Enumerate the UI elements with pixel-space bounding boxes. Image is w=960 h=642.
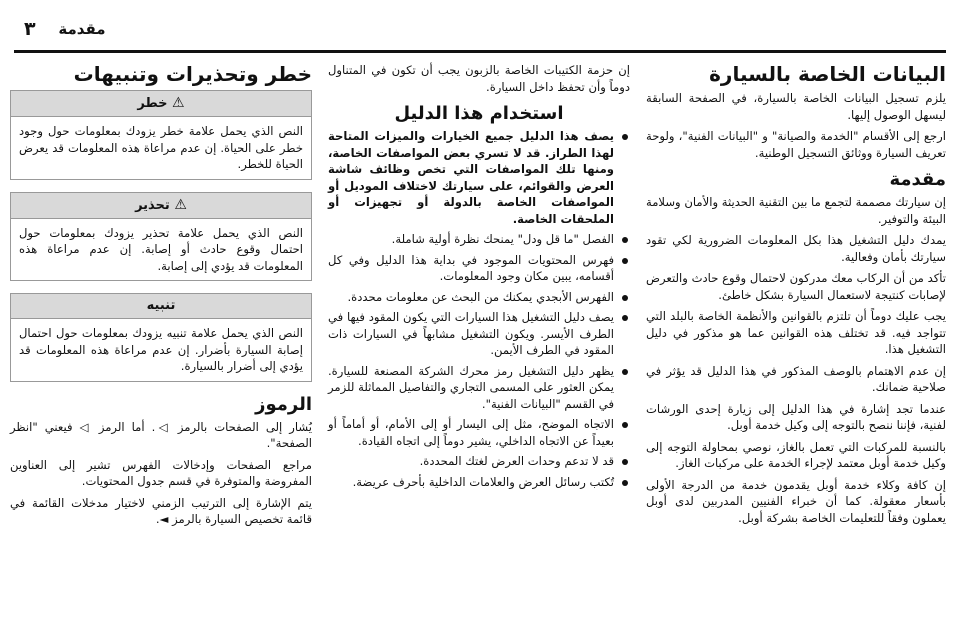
list-item: الفهرس الأبجدي يمكنك من البحث عن معلومات محددة. xyxy=(328,289,630,306)
warning-box-title: تحذير xyxy=(135,197,170,213)
paragraph: إن عدم الاهتمام بالوصف المذكور في هذا الدليل قد يؤثر في صلاحية ضمانك. xyxy=(646,363,946,394)
paragraph: إن حزمة الكتيبات الخاصة بالزبون يجب أن تكون في المتناول دوماً وأن تحفظ داخل السيارة. xyxy=(328,63,630,94)
paragraph: يلزم تسجيل البيانات الخاصة بالسيارة، في الصفحة السابقة ليسهل الوصول إليها. xyxy=(646,91,946,122)
danger-box xyxy=(10,90,312,180)
warning-box xyxy=(10,192,312,282)
list-item: يصف دليل التشغيل هذا السيارات التي يكون المقود فيها في الطرف الأيسر. ويكون التشغيل مشابهاً في السيارات ذات المقود في الطرف الأيمن. xyxy=(328,309,630,359)
list-item: تُكتب رسائل العرض والعلامات الداخلية بأحرف عريضة. xyxy=(328,474,630,491)
paragraph: بالنسبة للمركبات التي تعمل بالغاز، نوصي بمحاولة التوجه إلى وكيل خدمة أوبل معتمد لإجراء الخدمة على مركبات الغاز. xyxy=(646,439,946,470)
warning-triangle-icon: ⚠ xyxy=(172,95,185,111)
paragraph: إن كافة وكلاء خدمة أوبل يقدمون خدمة من الدرجة الأولى بأسعار معقولة. كما أن خبراء الفنيين المدربين لدى أوبل يعملون وفقاً للتعليمات الخاصة بشركة أوبل. xyxy=(646,477,946,525)
section-heading-introduction: مقدمة xyxy=(889,169,946,190)
column-vehicle-data xyxy=(646,62,946,531)
paragraph: يمدك دليل التشغيل هذا بكل المعلومات الضرورية لكي تقود سيارتك بأمان وفعالية. xyxy=(646,233,946,264)
list-item: يصف هذا الدليل جميع الخيارات والميزات المتاحة لهذا الطراز. قد لا تسري بعض المواصفات الخاصة، ومنها تلك المواصفات التي تخص وظائف شاشة العرض والقوائم، على سيارتك لاختلاف الموديل أو المواصفات الخاصة بالدولة أو تجهيزات أو الملحقات الخاصة. xyxy=(328,128,630,227)
paragraph: عندما تجد إشارة في هذا الدليل إلى زيارة إحدى الورشات لفنية، فإننا ننصح بالتوجه إلى وكيل خدمة أوبل. xyxy=(646,401,946,432)
caution-box-title: تنبيه xyxy=(11,294,311,319)
section-heading-vehicle-data: البيانات الخاصة بالسيارة xyxy=(709,62,946,86)
paragraph: يجب عليك دوماً أن تلتزم بالقوانين والأنظمة الخاصة بالبلد التي تتواجد فيه. قد تختلف هذه القوانين عما هو مذكور في دليل التشغيل هذا. xyxy=(646,309,946,356)
section-heading-warnings: خطر وتحذيرات وتنبيهات xyxy=(73,62,312,86)
list-item: يظهر دليل التشغيل رمز محرك الشركة المصنعة للسيارة. يمكن العثور على المسمى التجاري والتفاصيل المماثلة للزمر في القسم "البيانات الفنية". xyxy=(328,363,630,413)
column-warnings xyxy=(10,62,312,533)
list-item: الفصل "ما قل ودل" يمنحك نظرة أولية شاملة. xyxy=(328,231,630,248)
section-heading-symbols: الرموز xyxy=(255,393,312,415)
paragraph: يتم الإشارة إلى الترتيب الزمني لاختيار مدخلات القائمة في قائمة تخصيص السيارة بالرمز ◄. xyxy=(10,495,312,526)
paragraph: ارجع إلى الأقسام "الخدمة والصيانة" و "البيانات الفنية"، ولوحة تعريف السيارة ووثائق التسجيل الوطنية. xyxy=(646,129,946,160)
column-using-manual xyxy=(328,62,630,494)
section-heading-using-manual: استخدام هذا الدليل xyxy=(394,103,564,124)
paragraph: يُشار إلى الصفحات بالرمز ◁. أما الرمز ◁ فيعني "انظر الصفحة". xyxy=(10,419,312,450)
caution-box-text: النص الذي يحمل علامة تنبيه يزودك بمعلومات حول احتمال إصابة السيارة بأضرار. إن عدم مراعاة هذه المعلومات قد يؤدي إلى أضرار بالسيارة. xyxy=(19,326,303,373)
page-number: ٣ xyxy=(24,18,36,40)
list-item: فهرس المحتويات الموجود في بداية هذا الدليل وفي كل أقسامه، يبين مكان وجود المعلومات. xyxy=(328,252,630,285)
warning-triangle-icon: ⚠ xyxy=(174,196,187,213)
danger-box-title: خطر xyxy=(137,96,168,111)
list-item: الاتجاه الموضح، مثل إلى اليسار أو إلى الأمام، أو أماماً أو بعيداً عن الاتجاه الداخلي، يشير دوماً إلى اتجاه القيادة. xyxy=(328,416,630,449)
header-rule xyxy=(14,50,946,53)
paragraph: تأكد من أن الركاب معك مدركون لاحتمال وقوع حادث والتعرض لإصابات كنتيجة لاستعمال السيارة بشكل خاطئ. xyxy=(646,271,946,302)
list-item: قد لا تدعم وحدات العرض لغتك المحددة. xyxy=(328,453,630,470)
warning-box-text: النص الذي يحمل علامة تحذير يزودك بمعلومات حول احتمال وقوع حادث أو إصابة. إن عدم مراعاة هذه المعلومات قد يؤدي إلى إصابة. xyxy=(19,225,303,273)
paragraph: إن سيارتك مصممة لتجمع ما بين التقنية الحديثة والأمان وسلامة البيئة والتوفير. xyxy=(646,195,946,226)
paragraph: مراجع الصفحات وإدخالات الفهرس تشير إلى العناوين المفروضة والمتوفرة في قسم جدول المحتويات. xyxy=(10,457,312,488)
bullet-list xyxy=(328,128,630,490)
danger-box-text: النص الذي يحمل علامة خطر يزودك بمعلومات حول وجود خطر على الحياة. إن عدم مراعاة هذه المعلومات قد يعرض الحياة للخطر. xyxy=(19,124,303,171)
page-header-title: مقدمة xyxy=(58,20,106,38)
caution-box xyxy=(10,293,312,382)
